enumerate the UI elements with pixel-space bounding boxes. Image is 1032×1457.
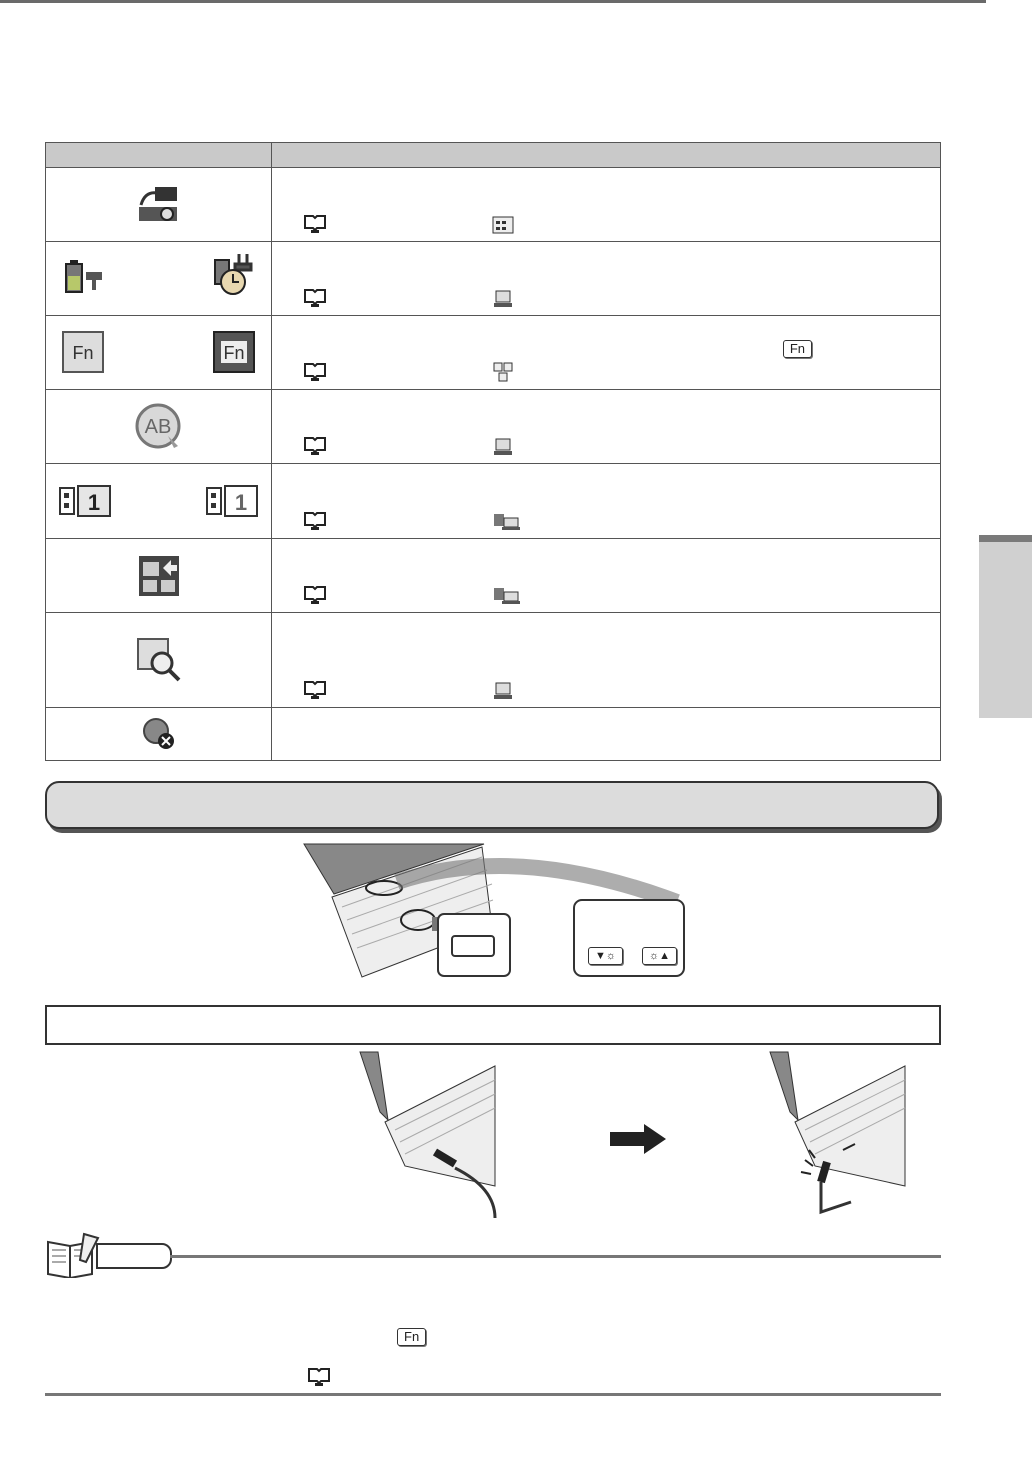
reference-manual-icon bbox=[302, 679, 328, 701]
description-cell bbox=[272, 613, 941, 708]
icon-cell bbox=[46, 242, 272, 316]
table-row bbox=[46, 539, 941, 613]
icon-cell bbox=[46, 539, 272, 613]
reference-manual-icon bbox=[302, 361, 328, 383]
table-row bbox=[46, 168, 941, 242]
display-1-alt-icon bbox=[205, 484, 259, 518]
header-description-column bbox=[272, 143, 941, 168]
zoom-icon bbox=[136, 637, 182, 683]
battery-clock-icon bbox=[211, 252, 255, 296]
fn-key: Fn bbox=[783, 340, 812, 358]
fn-key-active-icon bbox=[213, 331, 255, 373]
table-row bbox=[46, 242, 941, 316]
icon-cell bbox=[46, 464, 272, 539]
icon-cell bbox=[46, 613, 272, 708]
reference-manual-icon bbox=[302, 287, 328, 309]
icon-cell bbox=[46, 168, 272, 242]
icon-table bbox=[45, 142, 941, 761]
description-cell bbox=[272, 390, 941, 464]
computers-icon bbox=[492, 586, 522, 606]
table-row bbox=[46, 316, 941, 390]
projector-icon bbox=[137, 183, 181, 227]
note-bottom-rule bbox=[45, 1393, 941, 1396]
display-switch-icon bbox=[137, 554, 181, 598]
svg-text:AB: AB bbox=[144, 415, 171, 438]
computer-icon bbox=[492, 289, 514, 309]
reference-manual-icon bbox=[306, 1366, 332, 1388]
description-cell bbox=[272, 242, 941, 316]
svg-text:Fn: Fn bbox=[72, 343, 94, 363]
description-cell bbox=[272, 708, 941, 761]
svg-text:Fn: Fn bbox=[223, 343, 245, 363]
reference-manual-icon bbox=[302, 213, 328, 235]
note-fn-key: Fn bbox=[397, 1328, 426, 1346]
chapter-side-tab bbox=[979, 535, 1032, 718]
icon-cell bbox=[46, 316, 272, 390]
right-arrow-icon bbox=[608, 1122, 668, 1156]
section-box bbox=[45, 1005, 941, 1045]
computer-icon bbox=[492, 681, 514, 701]
note-label-tab bbox=[96, 1243, 172, 1269]
keyboard-icon bbox=[492, 361, 514, 383]
reference-manual-icon bbox=[302, 510, 328, 532]
computer-icon bbox=[492, 437, 514, 457]
section-banner bbox=[45, 781, 939, 829]
ab-icon bbox=[134, 402, 184, 452]
description-cell bbox=[272, 316, 941, 390]
header-icon-column bbox=[46, 143, 272, 168]
table-row bbox=[46, 390, 941, 464]
laptop-ac-adaptor-disconnected-illustration bbox=[765, 1050, 915, 1215]
laptop-keyboard-illustration bbox=[302, 842, 692, 982]
battery-plug-icon bbox=[62, 254, 106, 298]
reference-manual-icon bbox=[302, 584, 328, 606]
table-row bbox=[46, 708, 941, 761]
display-1-icon bbox=[58, 484, 112, 518]
svg-text:1: 1 bbox=[87, 490, 101, 515]
note-icon bbox=[44, 1232, 104, 1278]
table-row bbox=[46, 464, 941, 539]
table-row bbox=[46, 613, 941, 708]
description-cell bbox=[272, 539, 941, 613]
brightness-up-key: ☼▲ bbox=[642, 947, 677, 965]
fn-key-icon bbox=[62, 331, 104, 373]
note-top-rule bbox=[170, 1255, 941, 1258]
icon-cell bbox=[46, 708, 272, 761]
icon-cell bbox=[46, 390, 272, 464]
svg-text:1: 1 bbox=[234, 490, 248, 515]
laptop-ac-adaptor-connected-illustration bbox=[355, 1050, 505, 1220]
description-cell bbox=[272, 168, 941, 242]
top-rule bbox=[0, 0, 986, 3]
description-cell bbox=[272, 464, 941, 539]
control-panel-icon bbox=[492, 215, 514, 235]
computers-icon bbox=[492, 512, 522, 532]
brightness-down-key: ▼☼ bbox=[588, 947, 623, 965]
reference-manual-icon bbox=[302, 435, 328, 457]
disconnect-icon bbox=[142, 717, 176, 751]
table-header bbox=[46, 143, 941, 168]
